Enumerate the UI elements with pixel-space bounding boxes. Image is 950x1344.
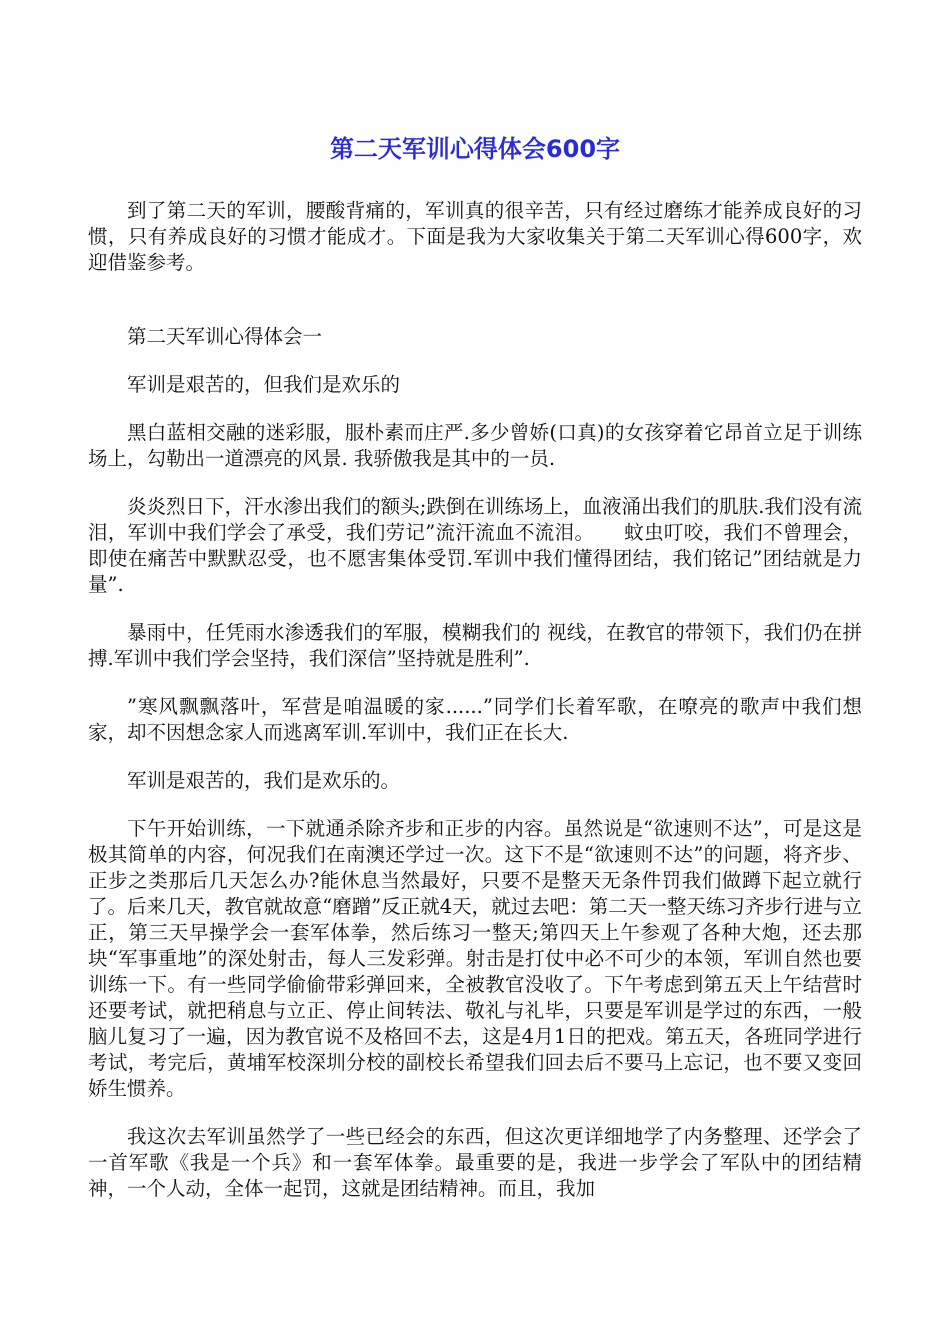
body-paragraph: 暴雨中，任凭雨水渗透我们的军服，模糊我们的 视线，在教官的带领下，我们仍在拼搏.军训中我们学会坚持，我们深信”坚持就是胜利”. bbox=[88, 621, 862, 670]
document-title: 第二天军训心得体会600字 bbox=[329, 135, 621, 163]
body-paragraph: 军训是艰苦的，我们是欢乐的。 bbox=[127, 769, 401, 792]
document-body bbox=[88, 198, 862, 1224]
body-paragraph: 军训是艰苦的，但我们是欢乐的 bbox=[127, 373, 401, 396]
section-heading: 第二天军训心得体会一 bbox=[127, 325, 323, 348]
body-paragraph: 炎炎烈日下，汗水渗出我们的额头;跌倒在训练场上，血液涌出我们的肌肤.我们没有流泪，军训中我们学会了承受，我们劳记”流汗流血不流泪。 蚊虫叮咬，我们不曾理会，即使在痛苦中默默忍受，也不愿害集体受罚.军训中我们懂得团结，我们铭记”团结就是力量”. bbox=[88, 495, 862, 596]
body-paragraph: 黑白蓝相交融的迷彩服，服朴素而庄严.多少曾娇(口真)的女孩穿着它昂首立足于训练场上，勾勒出一道漂亮的风景. 我骄傲我是其中的一员. bbox=[88, 421, 862, 470]
body-paragraph: ”寒风飘飘落叶，军营是咱温暖的家......”同学们长着军歌，在嘹亮的歌声中我们想家，却不因想念家人而逃离军训.军训中，我们正在长大. bbox=[88, 695, 862, 744]
body-paragraph: 下午开始训练，一下就通杀除齐步和正步的内容。虽然说是“欲速则不达”，可是这是极其简单的内容，何况我们在南澳还学过一次。这下不是“欲速则不达”的问题，将齐步、正步之类那后几天怎么办?能休息当然最好，只要不是整天无条件罚我们做蹲下起立就行了。后来几天，教官就故意“磨蹭”反正就4天，就过去吧：第二天一整天练习齐步行进与立正，第三天早操学会一套军体拳，然后练习一整天;第四天上午参观了各种大炮，还去那块“军事重地”的深处射击，每人三发彩弹。射击是打仗中必不可少的本领，军训自然也要训练一下。有一些同学偷偷带彩弹回来，全被教官没收了。下午考虑到第五天上午结营时还要考试，就把稍息与立正、停止间转法、敬礼与礼毕，只要是军训是学过的东西，一般脑儿复习了一遍，因为教官说不及格回不去，这是4月1日的把戏。第五天，各班同学进行考试，考完后，黄埔军校深圳分校的副校长希望我们回去后不要马上忘记，也不要又变回娇生惯养。 bbox=[88, 817, 862, 1100]
body-paragraph: 我这次去军训虽然学了一些已经会的东西，但这次更详细地学了内务整理、还学会了一首军歌《我是一个兵》和一套军体拳。最重要的是，我进一步学会了军队中的团结精神，一个人动，全体一起罚，这就是团结精神。而且，我加 bbox=[88, 1125, 862, 1200]
intro-paragraph: 到了第二天的军训，腰酸背痛的，军训真的很辛苦，只有经过磨练才能养成良好的习惯，只有养成良好的习惯才能成才。下面是我为大家收集关于第二天军训心得600字，欢迎借鉴参考。 bbox=[88, 199, 862, 274]
